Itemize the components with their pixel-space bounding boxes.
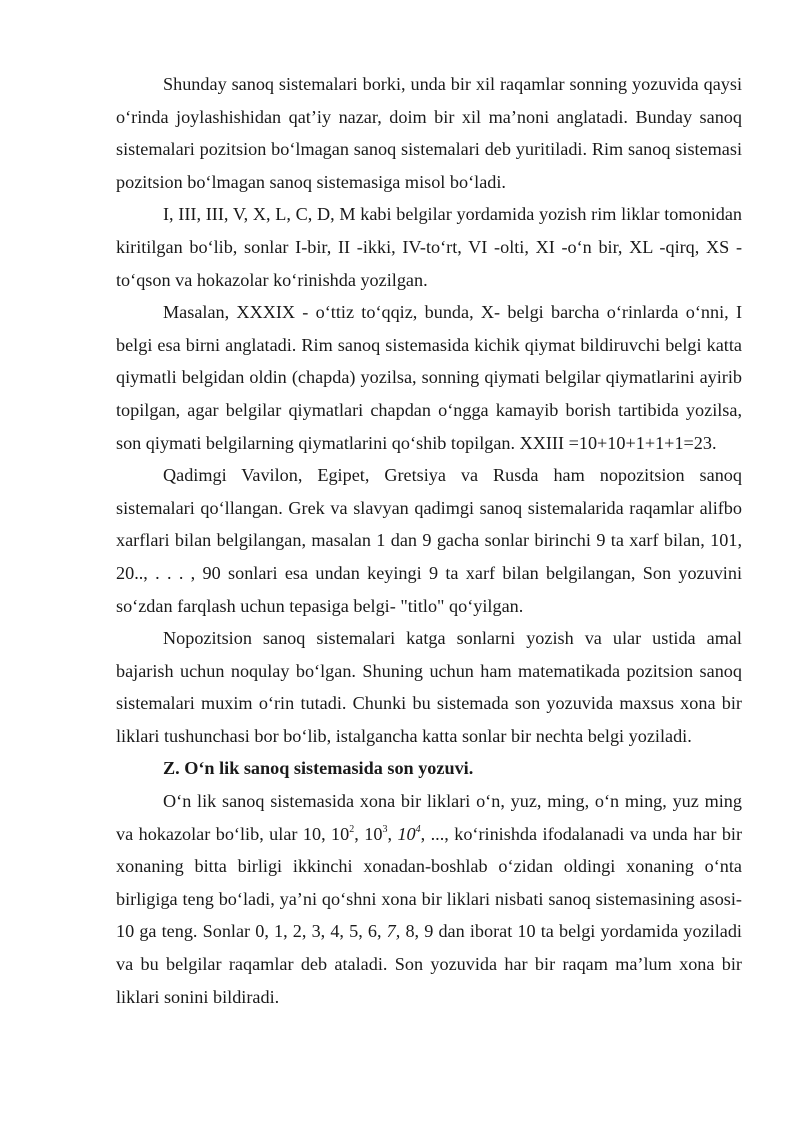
document-page xyxy=(116,68,742,1013)
italic-ten: 10 xyxy=(397,823,416,844)
italic-seven: 7, xyxy=(386,921,401,942)
paragraph-1: Shunday sanoq sistemalari borki, unda bir xil raqamlar sonning yozuvida qaysi o‘rinda joylashishidan qat’iy nazar, doim bir xil ma’noni anglatadi. Bunday sanoq sistemalari pozitsion bo‘lmagan sanoq sistemalari deb yuritiladi. Rim sanoq sistemasi pozitsion bo‘lmagan sanoq sistemasiga misol bo‘ladi. xyxy=(116,74,742,192)
section-heading: Z. O‘n lik sanoq sistemasida son yozuvi. xyxy=(163,758,474,779)
p6-text-1: O‘n lik sanoq sistemasida xona bir liklari o‘n, yuz, ming, o‘n ming, yuz ming va hokazolar bo‘lib, ular 10, 10 xyxy=(116,791,742,844)
superscript-2: 2 xyxy=(349,823,355,835)
superscript-3: 3 xyxy=(382,823,388,835)
p6-text-4: , ..., ko‘rinishda ifodalanadi va unda har bir xonaning bitta birligi ikkinchi xonadan-boshlab o‘zidan oldingi xonaning o‘nta birligiga teng bo‘ladi, ya’ni qo‘shni xona bir liklari nisbati sanoq sistemasining asosi- 10 ga teng. Sonlar 0, 1, 2, 3, 4, 5, 6, xyxy=(116,823,743,942)
paragraph-5: Nopozitsion sanoq sistemalari katga sonlarni yozish va ular ustida amal bajarish uchun noqulay bo‘lgan. Shuning uchun ham matematikada pozitsion sanoq sistemalari muxim o‘rin tutadi. Chunki bu sistemada son yozuvida maxsus xona bir liklari tushunchasi bor bo‘lib, istalgancha katta sonlar bir nechta belgi yoziladi. xyxy=(116,628,742,746)
p6-text-3: , xyxy=(387,823,398,844)
p6-text-2: , 10 xyxy=(354,823,383,844)
paragraph-6 xyxy=(116,785,742,1013)
paragraph-4: Qadimgi Vavilon, Egipet, Gretsiya va Rusda ham nopozitsion sanoq sistemalari qo‘llangan. Grek va slavyan qadimgi sanoq sistemalarida raqamlar alifbo xarflari bilan belgilangan, masalan 1 dan 9 gacha sonlar birinchi 9 ta xarf bilan, 101, 20.., . . . , 90 sonlari esa undan keyingi 9 ta xarf bilan belgilangan, Son yozuvini so‘zdan farqlash uchun tepasiga belgi- "titlo" qo‘yilgan. xyxy=(116,465,742,616)
italic-exponent: 4 xyxy=(415,823,421,835)
p6-text-5: 8, 9 dan iborat 10 ta belgi yordamida yoziladi va bu belgilar raqamlar deb ataladi. Son yozuvida har bir raqam ma’lum xona bir liklari sonini bildiradi. xyxy=(116,921,742,1007)
paragraph-2: I, III, III, V, X, L, C, D, M kabi belgilar yordamida yozish rim liklar tomonidan kiritilgan bo‘lib, sonlar I-bir, II -ikki, IV-to‘rt, VI -olti, XI -o‘n bir, XL -qirq, XS -to‘qson va hokazolar ko‘rinishda yozilgan. xyxy=(116,204,742,290)
paragraph-3: Masalan, XXXIX - o‘ttiz to‘qqiz, bunda, X- belgi barcha o‘rinlarda o‘nni, I belgi esa birni anglatadi. Rim sanoq sistemasida kichik qiymat bildiruvchi belgi katta qiymatli belgidan oldin (chapda) yozilsa, sonning qiymati belgilar qiymatlarini ayirib topilgan, agar belgilar qiymatlari chapdan o‘ngga kamayib borish tartibida yozilsa, son qiymati belgilarning qiymatlarini qo‘shib topilgan. XXIII =10+10+1+1+1=23. xyxy=(116,302,742,453)
